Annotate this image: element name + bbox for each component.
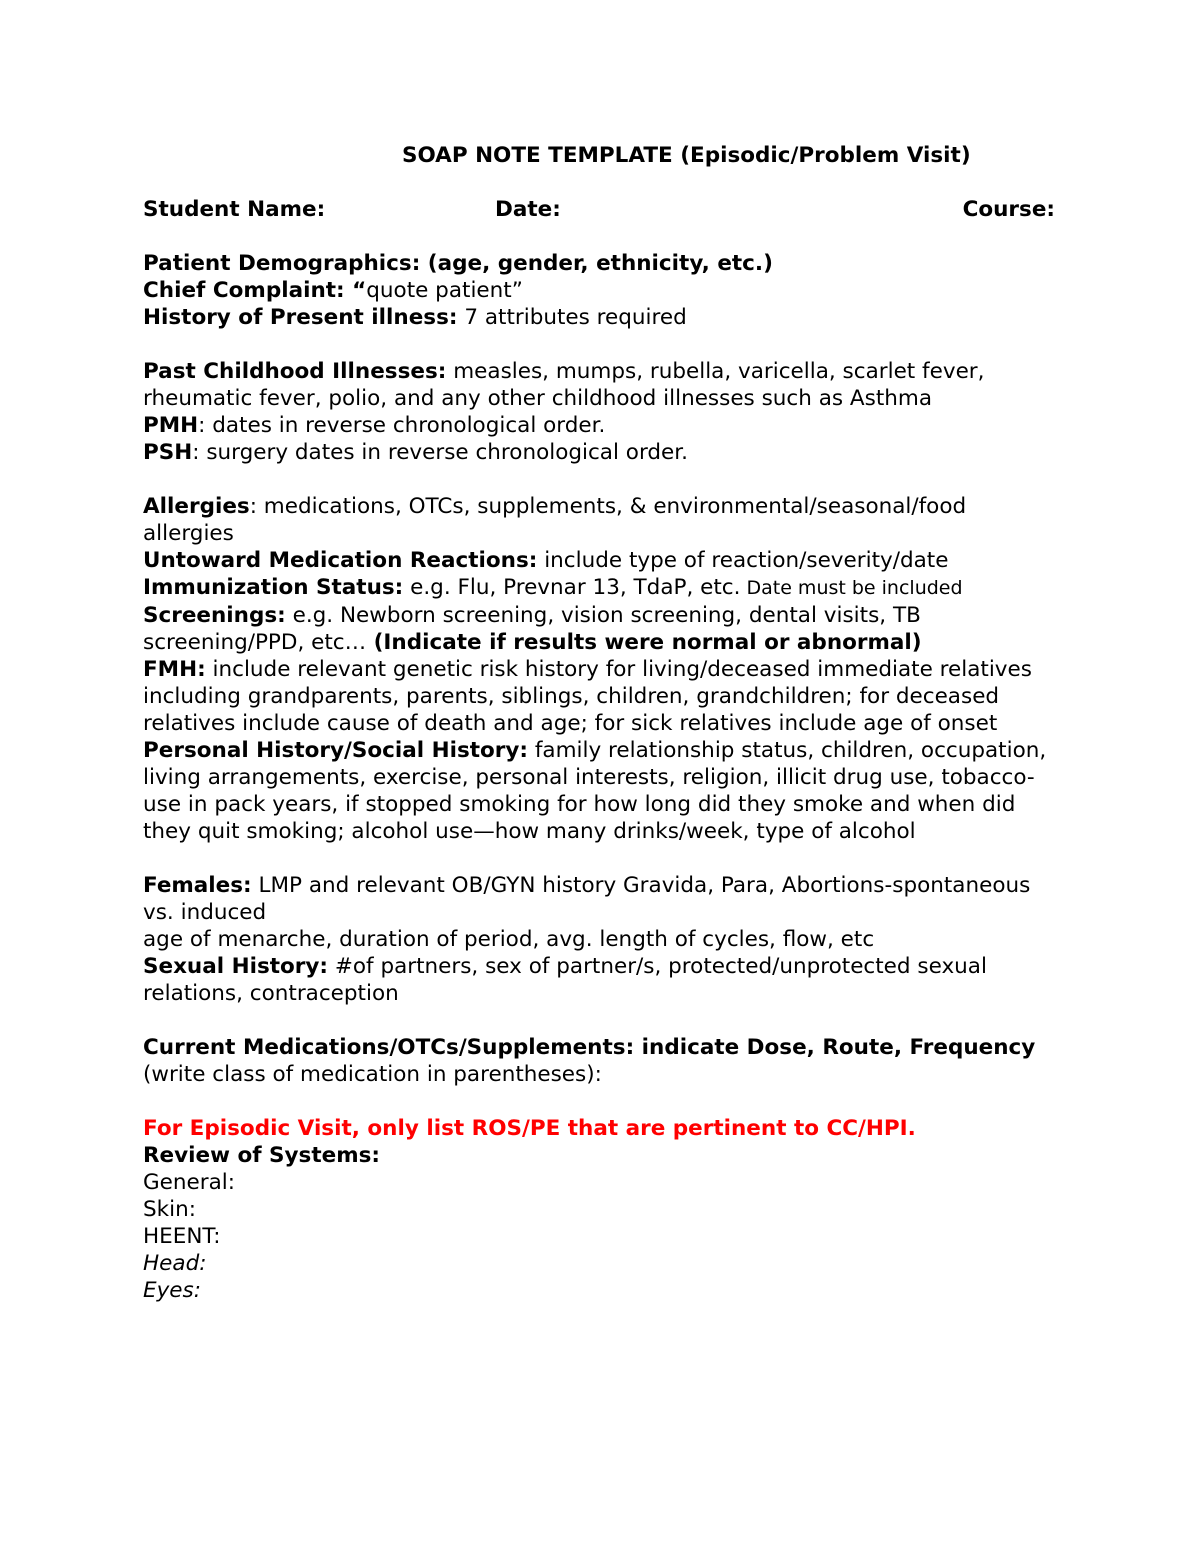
fmh-text: include relevant genetic risk history for living/deceased immediate relatives including grandparents, parents, siblings, children, grandchildren; for deceased relatives include cause of death and age; for sick relatives include age of onset xyxy=(143,657,1032,736)
ros-section xyxy=(143,1115,1063,1304)
immunization-line xyxy=(143,574,1063,602)
ros-heading: Review of Systems: xyxy=(143,1143,381,1168)
past-childhood-illnesses xyxy=(143,358,1063,412)
ros-skin: Skin: xyxy=(143,1197,196,1222)
females-text: LMP and relevant OB/GYN history Gravida, Para, Abortions-spontaneous vs. induced xyxy=(143,873,1031,925)
hpi-label: History of Present illness: xyxy=(143,305,458,330)
fmh-line xyxy=(143,656,1063,737)
document-title: SOAP NOTE TEMPLATE (Episodic/Problem Visit) xyxy=(402,143,971,168)
untoward-label: Untoward Medication Reactions: xyxy=(143,548,538,573)
females-line xyxy=(143,872,1063,926)
date-label: Date: xyxy=(495,197,561,222)
document-content xyxy=(143,142,1063,1304)
medications-line xyxy=(143,1034,1063,1088)
allergies-section xyxy=(143,493,1063,845)
screenings-label: Screenings: xyxy=(143,603,286,628)
allergies-text: : medications, OTCs, supplements, & environmental/seasonal/food allergies xyxy=(143,494,967,546)
spacer xyxy=(143,845,1063,872)
fmh-label: FMH: xyxy=(143,657,206,682)
student-name-label: Student Name: xyxy=(143,197,326,222)
ros-general: General: xyxy=(143,1170,235,1195)
immunization-note: Date must be included xyxy=(740,577,963,599)
medications-label: Current Medications/OTCs/Supplements: indicate Dose, Route, Frequency xyxy=(143,1035,1036,1060)
allergies-line xyxy=(143,493,1063,547)
sexual-history-label: Sexual History: xyxy=(143,954,329,979)
medications-section xyxy=(143,1034,1063,1088)
ros-head: Head: xyxy=(143,1251,207,1276)
immunization-label: Immunization Status: xyxy=(143,575,404,600)
patient-demographics-line: Patient Demographics: (age, gender, ethnicity, etc.) xyxy=(143,251,773,276)
psh-text: : surgery dates in reverse chronological order. xyxy=(192,440,688,465)
spacer xyxy=(143,1088,1063,1115)
untoward-text: include type of reaction/severity/date xyxy=(537,548,949,573)
chief-complaint-text: quote patient” xyxy=(366,278,523,303)
untoward-reactions-line xyxy=(143,547,1063,574)
immunization-text: e.g. Flu, Prevnar 13, TdaP, etc. xyxy=(403,575,741,600)
past-childhood-text: measles, mumps, rubella, varicella, scarlet fever, rheumatic fever, polio, and any other childhood illnesses such as Asthma xyxy=(143,359,985,411)
demographics-section xyxy=(143,250,1063,331)
medications-text: (write class of medication in parentheses): xyxy=(143,1062,602,1087)
allergies-label: Allergies xyxy=(143,494,250,519)
screenings-text: e.g. Newborn screening, vision screening, dental visits, TB screening/PPD, etc… xyxy=(143,603,921,655)
spacer xyxy=(143,331,1063,358)
personal-history-text: family relationship status, children, occupation, living arrangements, exercise, personal interests, religion, illicit drug use, tobacco-use in pack years, if stopped smoking for how long did they smoke and when did they quit smoking; alcohol use—how many drinks/week, type of alcohol xyxy=(143,738,1047,844)
screenings-emphasis: (Indicate if results were normal or abnormal) xyxy=(366,630,922,655)
chief-complaint-line xyxy=(143,277,1063,304)
history-section xyxy=(143,358,1063,466)
spacer xyxy=(143,223,1063,250)
sexual-history-line xyxy=(143,953,1063,1007)
episodic-visit-note: For Episodic Visit, only list ROS/PE that are pertinent to CC/HPI. xyxy=(143,1116,916,1141)
past-childhood-label: Past Childhood Illnesses: xyxy=(143,359,447,384)
hpi-line xyxy=(143,304,1063,331)
course-label: Course: xyxy=(962,197,1055,222)
personal-history-label: Personal History/Social History: xyxy=(143,738,529,763)
spacer xyxy=(143,466,1063,493)
sexual-history-text: #of partners, sex of partner/s, protected/unprotected sexual relations, contraception xyxy=(143,954,987,1006)
menarche-line: age of menarche, duration of period, avg. length of cycles, flow, etc xyxy=(143,927,875,952)
females-label: Females: xyxy=(143,873,252,898)
student-info-row xyxy=(143,196,1063,223)
ros-eyes: Eyes: xyxy=(143,1278,201,1303)
ros-heent: HEENT: xyxy=(143,1224,221,1249)
psh-label: PSH xyxy=(143,440,193,465)
chief-complaint-label: Chief Complaint: “ xyxy=(143,278,367,303)
hpi-text: 7 attributes required xyxy=(457,305,687,330)
pmh-text: : dates in reverse chronological order. xyxy=(198,413,606,438)
psh-line xyxy=(143,439,1063,466)
pmh-line xyxy=(143,412,1063,439)
screenings-line xyxy=(143,602,1063,656)
spacer xyxy=(143,1007,1063,1034)
females-section xyxy=(143,872,1063,1007)
personal-social-history-line xyxy=(143,737,1063,845)
pmh-label: PMH xyxy=(143,413,199,438)
